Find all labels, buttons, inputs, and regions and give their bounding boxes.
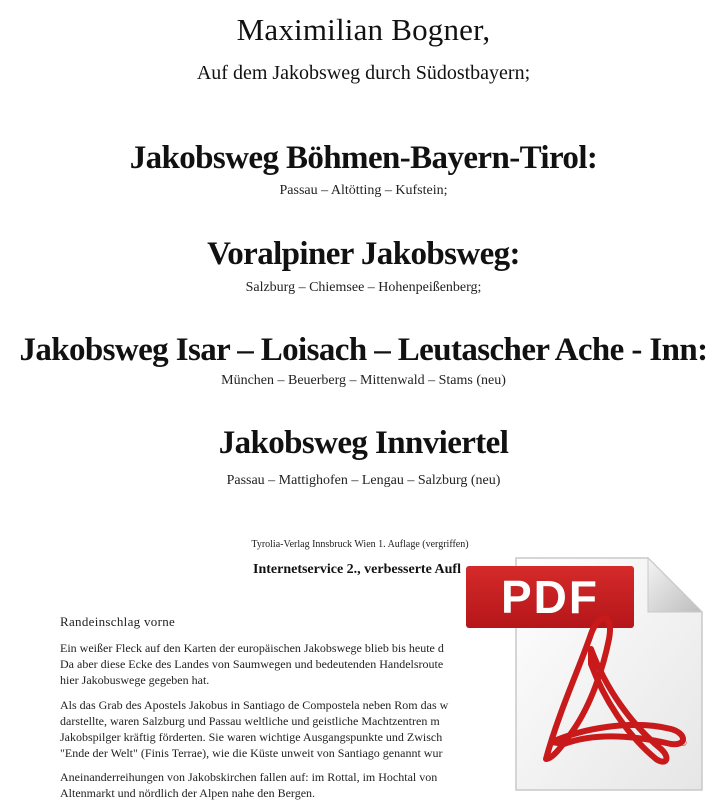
paragraph-line: Jakobspilger kräftig förderten. Sie waren wichtige Ausgangspunkte und Zwisch (60, 730, 443, 744)
author-line: Maximilian Bogner, (236, 12, 491, 47)
route-stations: Passau – Altötting – Kufstein; (279, 183, 448, 198)
paragraph-line: darstellte, waren Salzburg und Passau weltliche und geistliche Machtzentren m (60, 714, 440, 728)
book-title: Auf dem Jakobsweg durch Südostbayern; (196, 62, 531, 84)
paragraph-line: Altenmarkt und nördlich der Alpen nahe den Bergen. (60, 786, 316, 800)
paragraph (60, 769, 480, 801)
route-stations: Passau – Mattighofen – Lengau – Salzburg (neu) (226, 473, 501, 488)
route-title: Voralpiner Jakobsweg: (207, 236, 520, 272)
service-line: Internetservice 2., verbesserte Aufl (253, 562, 461, 577)
paragraph-line: Da aber diese Ecke des Landes von Saumwegen und bedeutenden Handelsroute (60, 657, 444, 671)
paragraph-line: Aneinanderreihungen von Jakobskirchen fallen auf: im Rottal, im Hochtal von (60, 770, 438, 784)
paragraph-line: Als das Grab des Apostels Jakobus in Santiago de Compostela neben Rom das w (60, 698, 449, 712)
paragraph-line: "Ende der Welt" (Finis Terrae), wie die Küste unweit von Santiago genannt wur (60, 746, 443, 760)
section-heading: Randeinschlag vorne (60, 614, 176, 629)
publisher-line: Tyrolia-Verlag Innsbruck Wien 1. Auflage (vergriffen) (251, 539, 469, 550)
paragraph (60, 697, 480, 761)
pdf-label: PDF (501, 571, 599, 623)
route-stations: München – Beuerberg – Mittenwald – Stams (neu) (221, 373, 506, 388)
route-title: Jakobsweg Böhmen-Bayern-Tirol: (129, 140, 598, 176)
registered-mark: ® (680, 738, 687, 748)
route-title: Jakobsweg Innviertel (218, 425, 509, 461)
route-title: Jakobsweg Isar – Loisach – Leutascher Ache - Inn: (19, 332, 708, 368)
pdf-file-icon[interactable] (466, 554, 706, 804)
paragraph-line: hier Jakobuswege gegeben hat. (60, 673, 210, 687)
route-stations: Salzburg – Chiemsee – Hohenpeißenberg; (245, 280, 482, 295)
paragraph-line: Ein weißer Fleck auf den Karten der europäischen Jakobswege blieb bis heute d (60, 641, 444, 655)
paragraph (60, 640, 480, 688)
